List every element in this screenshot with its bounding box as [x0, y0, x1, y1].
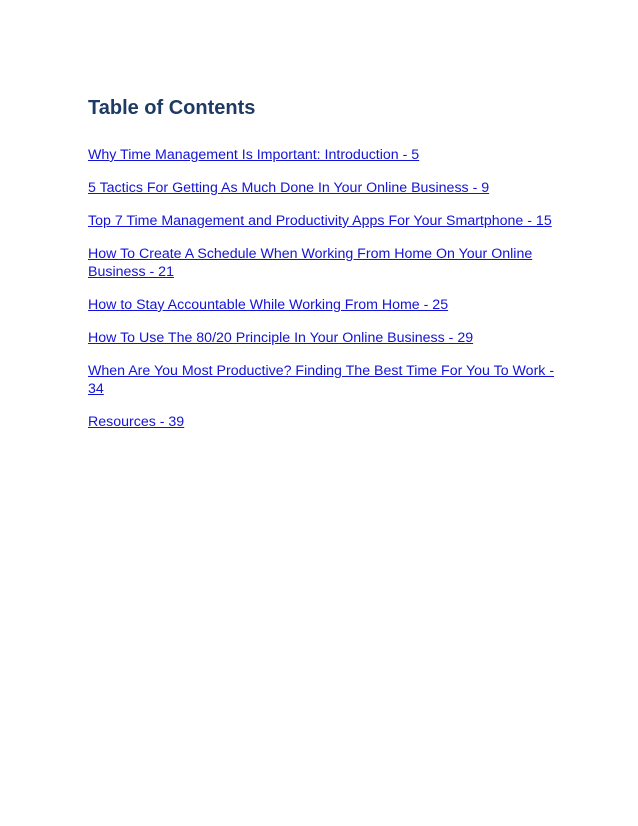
document-page [88, 96, 558, 446]
toc-link-resources[interactable]: Resources - 39 [88, 414, 185, 430]
toc-item [88, 362, 558, 398]
toc-item [88, 212, 558, 230]
toc-link-top-7-apps[interactable]: Top 7 Time Management and Productivity Apps For Your Smartphone - 15 [88, 213, 552, 229]
toc-list [88, 146, 558, 431]
toc-link-create-schedule[interactable]: How To Create A Schedule When Working From Home On Your Online Business - 21 [88, 246, 533, 280]
toc-link-stay-accountable[interactable]: How to Stay Accountable While Working From Home - 25 [88, 297, 449, 313]
toc-item [88, 413, 558, 431]
toc-item [88, 146, 558, 164]
toc-link-80-20-principle[interactable]: How To Use The 80/20 Principle In Your Online Business - 29 [88, 330, 474, 346]
toc-item [88, 329, 558, 347]
toc-link-introduction[interactable]: Why Time Management Is Important: Introduction - 5 [88, 147, 420, 163]
toc-link-5-tactics[interactable]: 5 Tactics For Getting As Much Done In Your Online Business - 9 [88, 180, 490, 196]
toc-title: Table of Contents [88, 97, 256, 119]
toc-item [88, 245, 558, 281]
toc-item [88, 179, 558, 197]
toc-item [88, 296, 558, 314]
toc-link-most-productive[interactable]: When Are You Most Productive? Finding The Best Time For You To Work - 34 [88, 363, 555, 397]
